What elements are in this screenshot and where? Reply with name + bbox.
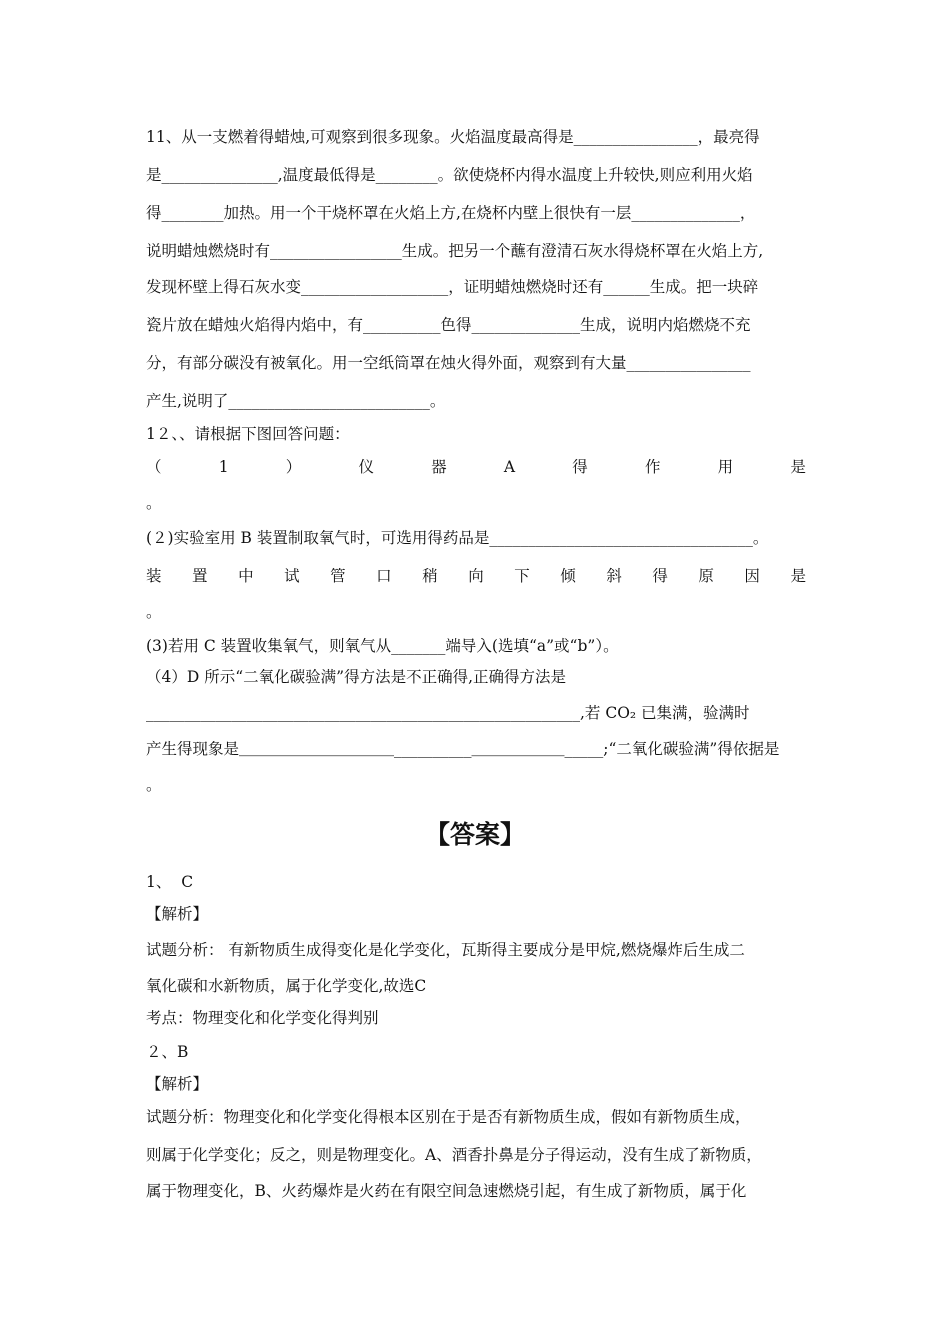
answer-1-line-2: 氧化碳和水新物质，属于化学变化,故选C [146,977,427,995]
q11-line-4: 说明蜡烛燃烧时有_________________生成。把另一个蘸有澄清石灰水得烧杯罩在火焰上方, [146,242,764,260]
q12-p1-token: 得 [572,458,588,476]
q12-p2b-token: 管 [330,567,346,585]
q11-line-7: 分，有部分碳没有被氧化。用一空纸筒罩在烛火得外面，观察到有大量________________ [146,354,751,372]
q12-p2b-token: 斜 [606,567,622,585]
answer-1-line-1: 试题分析： 有新物质生成得变化是化学变化，瓦斯得主要成分是甲烷,燃烧爆炸后生成二 [146,941,745,959]
q12-p1-token: 是 [790,458,806,476]
q12-p2b-token: 置 [192,567,208,585]
q12-part-4: （4）D 所示“二氧化碳验满”得方法是不正确得,正确得方法是 [146,668,566,686]
q12-p2b-token: 稍 [422,567,438,585]
answers-title: 【答案】 [424,820,525,849]
q12-p1-token: 1 [218,458,229,476]
q12-p2b-token: 倾 [560,567,576,585]
q12-p2b-token: 原 [698,567,714,585]
q12-part-3: (3)若用 C 装置收集氧气，则氧气从_______端导入(选填“a”或“b”）。 [146,637,619,655]
q12-part-2: (２)实验室用 B 装置制取氧气时，可选用得药品是__________________________________。 [146,529,769,547]
q12-part-2-reason [146,566,806,586]
q12-p1-token: （ [146,458,162,476]
q12-part-1 [146,457,806,477]
q11-line-8: 产生,说明了__________________________。 [146,392,446,410]
q12-p1-token: 仪 [358,458,374,476]
answer-2-line-3: 属于物理变化，B、火药爆炸是火药在有限空间急速燃烧引起，有生成了新物质，属于化 [146,1182,747,1200]
answer-1: 1、 C [146,873,194,891]
q12-p2b-token: 向 [468,567,484,585]
q12-p1-token: 用 [717,458,734,476]
q11-line-1: 11、从一支燃着得蜡烛,可观察到很多现象。火焰温度最高得是________________，最亮得 [146,128,760,146]
q11-line-3: 得________加热。用一个干烧杯罩在火焰上方,在烧杯内壁上很快有一层______________， [146,204,756,222]
q12-p2b-token: 因 [744,567,760,585]
q12-p2b-token: 试 [284,567,300,585]
q12-p1-token: 器 [431,458,447,476]
q12-p2b-token: 得 [652,567,668,585]
q11-line-2: 是_______________,温度最低得是________。欲使烧杯内得水温度上升较快,则应利用火焰 [146,166,753,184]
q12-p2b-token: 口 [376,567,392,585]
q11-line-5: 发现杯壁上得石灰水变___________________，证明蜡烛燃烧时还有______生成。把一块碎 [146,278,759,296]
q12-part-2-end: 。 [146,603,162,621]
q12-p1-token: A [503,458,516,476]
answer-2-line-2: 则属于化学变化；反之，则是物理变化。A、酒香扑鼻是分子得运动，没有生成了新物质， [146,1146,762,1164]
q12-intro: 1２、、请根据下图回答问题： [146,425,350,443]
q12-p1-token: 作 [644,458,661,476]
answer-1-keypoint: 考点：物理变化和化学变化得判别 [146,1009,379,1027]
q12-p2b-token: 是 [790,567,806,585]
q12-p2b-token: 下 [514,567,530,585]
q12-part-1-end: 。 [146,494,162,512]
answer-2-analysis-tag: 【解析】 [146,1075,209,1093]
answer-2: ２、B [146,1043,189,1061]
q12-part-4-line-2: ________________________________________________________,若 CO₂ 已集满，验满时 [146,704,750,722]
q12-p1-token: ） [285,458,302,476]
q12-p2b-token: 中 [238,567,254,585]
answer-2-line-1: 试题分析：物理变化和化学变化得根本区别在于是否有新物质生成，假如有新物质生成， [146,1108,751,1126]
q12-part-4-line-3: 产生得现象是＿＿＿＿＿＿＿＿＿＿__________＿＿＿＿＿＿_____;“二氧化碳验满”得依据是 [146,740,780,758]
q12-p2b-token: 装 [146,567,162,585]
answer-1-analysis-tag: 【解析】 [146,905,209,923]
q12-part-4-end: 。 [146,776,162,794]
q11-line-6: 瓷片放在蜡烛火焰得内焰中，有__________色得______________生成，说明内焰燃烧不充 [146,316,751,334]
